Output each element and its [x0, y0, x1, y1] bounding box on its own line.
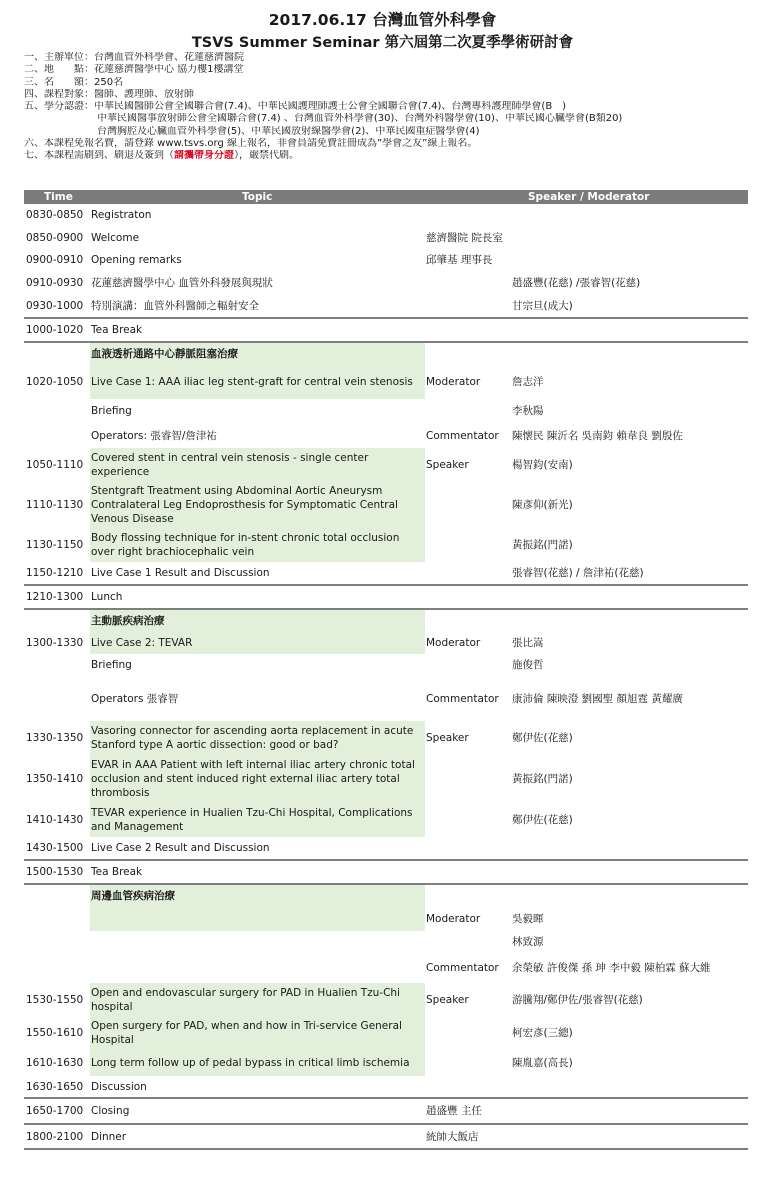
row-role: 慈濟醫院 院長室: [426, 231, 503, 244]
schedule-row: [24, 1016, 748, 1050]
row-time: 0850-0900: [26, 231, 84, 244]
row-role: [426, 1016, 512, 1050]
row-role: [426, 562, 512, 584]
schedule-row: [24, 1076, 748, 1097]
row-speaker: [512, 204, 748, 226]
row-time: 1610-1630: [26, 1057, 84, 1069]
schedule-row: [24, 931, 748, 953]
schedule-row: [24, 482, 748, 528]
row-topic: [90, 907, 425, 931]
row-topic: [90, 953, 425, 983]
row-time: 1210-1300: [26, 591, 84, 603]
section-title: 血液透析通路中心靜脈阻塞治療: [90, 343, 425, 365]
info-credits-cont-2: 台灣胸腔及心臟血管外科學會(5)、中華民國放射線醫學會(2)、中華民國重症醫學會(4): [97, 125, 480, 137]
info-attendance-before: 七、本課程需刷到、刷退及簽到（: [24, 150, 174, 162]
row-time: 1530-1550: [26, 993, 84, 1006]
schedule-row: [24, 654, 748, 676]
row-time: 1410-1430: [26, 814, 84, 826]
row-topic: Stentgraft Treatment using Abdominal Aortic Aneurysm Contralateral Leg Endoprosthesis for Symptomatic Central Venous Disease: [90, 482, 425, 528]
row-topic: 特別演講：血管外科醫師之輻射安全: [91, 299, 259, 312]
row-role: [426, 271, 512, 294]
row-time: 1430-1500: [26, 842, 84, 854]
row-role: [426, 837, 512, 859]
row-speaker: 林致源: [512, 936, 544, 948]
schedule-row: [24, 365, 748, 399]
info-credits-cont-1: 中華民國醫事放射師公會全國聯合會(7.4) 、台灣血管外科學會(30)、台灣外科醫學會(10)、中華民國心臟學會(B類20): [97, 113, 623, 125]
row-speaker: 楊智鈞(安南): [512, 459, 573, 471]
row-role: Speaker: [426, 993, 469, 1006]
event-info: [24, 52, 754, 163]
row-time: 1130-1150: [26, 539, 84, 551]
schedule-row: [24, 859, 748, 883]
row-time: [26, 676, 90, 721]
row-time: 1350-1410: [26, 773, 84, 785]
row-time: 1650-1700: [26, 1105, 84, 1117]
row-speaker: [512, 837, 748, 859]
schedule-row: [24, 584, 748, 608]
row-role: Moderator: [426, 376, 481, 388]
row-time: 1020-1050: [26, 376, 84, 388]
row-speaker: [512, 319, 748, 341]
row-speaker: 李秋陽: [512, 405, 544, 417]
row-role: Moderator: [426, 913, 481, 925]
row-time: [26, 953, 90, 983]
row-role: [426, 343, 512, 365]
row-speaker: [512, 249, 748, 271]
row-speaker: [512, 1099, 748, 1123]
schedule-row: [24, 632, 748, 654]
section-header-row: [24, 341, 748, 365]
row-topic: Discussion: [91, 1080, 147, 1093]
row-speaker: 鄭伊佐(花慈): [512, 732, 573, 744]
row-topic: Dinner: [91, 1130, 127, 1143]
row-topic: Briefing: [91, 405, 132, 417]
info-location: 二、地 點：花蓮慈濟醫學中心 協力樓1樓講堂: [24, 64, 244, 76]
row-role: [426, 528, 512, 562]
row-topic: Opening remarks: [91, 254, 182, 266]
row-topic: Covered stent in central vein stenosis - single center experience: [90, 448, 425, 482]
row-time: 1050-1110: [26, 459, 84, 471]
row-topic: Lunch: [91, 591, 123, 603]
row-time: [26, 423, 90, 448]
row-speaker: 趙盛豐(花慈) /張睿智(花慈): [512, 276, 641, 289]
row-topic: Welcome: [91, 231, 140, 244]
row-time: 0900-0910: [26, 254, 84, 266]
row-topic: Live Case 2 Result and Discussion: [91, 842, 270, 854]
row-speaker: 黃振銘(門諾): [512, 773, 573, 785]
row-topic: Live Case 2: TEVAR: [90, 632, 425, 654]
row-speaker: 張睿智(花慈) / 詹津祐(花慈): [512, 567, 644, 579]
header-time: Time: [44, 191, 73, 203]
row-time: 1150-1210: [26, 567, 84, 579]
info-registration: 六、本課程免報名費，請登錄 www.tsvs.org 線上報名，非會員請免費註冊成為”學會之友”線上報名。: [24, 138, 478, 150]
section-title: 周邊血管疾病治療: [90, 885, 425, 907]
row-speaker: [512, 226, 748, 249]
row-topic: Open and endovascular surgery for PAD in Hualien Tzu-Chi hospital: [90, 983, 425, 1016]
row-role: Speaker: [426, 732, 469, 744]
row-role: [426, 755, 512, 803]
row-role: [426, 1076, 512, 1097]
info-attendance: [24, 150, 754, 162]
row-time: [26, 399, 90, 423]
row-role: [426, 1050, 512, 1076]
schedule-row: [24, 983, 748, 1016]
schedule-row: [24, 423, 748, 448]
row-role: 邱肇基 理事長: [426, 254, 493, 266]
table-header: [24, 190, 748, 204]
schedule-row: [24, 755, 748, 803]
row-time: 0930-1000: [26, 299, 84, 312]
row-topic: Tea Break: [91, 866, 143, 878]
row-topic: Vasoring connector for ascending aorta replacement in acute Stanford type A aortic dissection: good or bad?: [90, 721, 425, 755]
row-topic: Body flossing technique for in-stent chronic total occlusion over right brachiocephalic vein: [90, 528, 425, 562]
info-attendance-after: ），嚴禁代刷。: [234, 150, 299, 162]
info-audience: 四、課程對象：醫師、護理師、放射師: [24, 88, 194, 100]
row-role: Commentator: [426, 429, 499, 442]
row-role: 統帥大飯店: [426, 1130, 479, 1143]
row-speaker: 甘宗旦(成大): [512, 299, 573, 312]
info-attendance-id-notice: 請攜帶身分證: [174, 150, 234, 162]
row-role: [426, 399, 512, 423]
row-time: 0830-0850: [26, 209, 84, 221]
row-time: 1500-1530: [26, 866, 84, 878]
row-speaker: 柯宏彥(三總): [512, 1027, 573, 1039]
row-role: [426, 931, 512, 953]
row-role: [426, 861, 512, 883]
table-body: [24, 204, 748, 1150]
schedule-row: [24, 271, 748, 294]
schedule-table: [24, 190, 748, 1150]
row-time: [26, 931, 90, 953]
schedule-row: [24, 399, 748, 423]
row-time: 1110-1130: [26, 499, 84, 511]
row-topic: Registraton: [91, 209, 152, 221]
row-topic: Live Case 1: AAA iliac leg stent-graft for central vein stenosis: [90, 365, 425, 399]
row-speaker: [512, 343, 748, 365]
row-time: 1550-1610: [26, 1027, 84, 1039]
header-topic: Topic: [242, 191, 273, 203]
row-speaker: 陳彥仰(新光): [512, 499, 573, 511]
schedule-row: [24, 562, 748, 584]
schedule-row: [24, 1123, 748, 1150]
row-time: [26, 654, 90, 676]
schedule-row: [24, 448, 748, 482]
schedule-row: [24, 528, 748, 562]
row-time: [26, 885, 90, 907]
row-speaker: 康沛倫 陳映澄 劉國聖 顏旭霆 黃耀廣: [512, 692, 683, 705]
row-role: [426, 885, 512, 907]
row-speaker: 黃振銘(門諾): [512, 539, 573, 551]
info-credits: 五、學分認證：中華民國醫師公會全國聯合會(7.4)、中華民國護理師護士公會全國聯合會(7.4)、台灣專科護理師學會(B ): [24, 101, 567, 113]
row-time: 1000-1020: [26, 324, 84, 336]
row-topic: Operators 張睿智: [91, 692, 179, 705]
row-topic: Open surgery for PAD, when and how in Tri-service General Hospital: [90, 1016, 425, 1050]
row-topic: [90, 931, 425, 953]
schedule-row: [24, 317, 748, 341]
row-time: [26, 343, 90, 365]
row-role: [426, 294, 512, 317]
section-header-row: [24, 608, 748, 632]
info-organizer: 一、主辦單位：台灣血管外科學會、花蓮慈濟醫院: [24, 52, 244, 63]
row-topic: 花蓮慈濟醫學中心 血管外科發展與現狀: [91, 276, 273, 289]
schedule-row: [24, 676, 748, 721]
row-speaker: 吳毅暉: [512, 913, 544, 925]
row-role: Commentator: [426, 692, 499, 705]
row-topic: TEVAR experience in Hualien Tzu-Chi Hospital, Complications and Management: [90, 803, 425, 837]
row-role: [426, 319, 512, 341]
schedule-row: [24, 953, 748, 983]
document-title: 2017.06.17 台灣血管外科學會: [268, 11, 497, 29]
info-quota: 三、名 額：250名: [24, 76, 124, 88]
schedule-row: [24, 1050, 748, 1076]
row-topic: Tea Break: [91, 324, 143, 336]
row-time: [26, 907, 90, 931]
row-role: [426, 610, 512, 632]
row-time: 1300-1330: [26, 637, 84, 649]
row-speaker: 陳懷民 陳沂名 吳南鈞 賴韋良 劉殷佐: [512, 429, 683, 442]
row-time: [26, 610, 90, 632]
header-speaker: Speaker / Moderator: [528, 191, 650, 203]
row-speaker: 張比嵩: [512, 637, 544, 649]
row-role: 趙盛豐 主任: [426, 1105, 482, 1117]
schedule-row: [24, 294, 748, 317]
row-speaker: [512, 1076, 748, 1097]
row-role: [426, 204, 512, 226]
row-speaker: 施俊哲: [512, 659, 544, 671]
row-role: Moderator: [426, 637, 481, 649]
row-speaker: [512, 861, 748, 883]
row-time: 1800-2100: [26, 1130, 84, 1143]
row-speaker: 游騰翔/鄭伊佐/張睿智(花慈): [512, 993, 643, 1006]
document-subtitle: TSVS Summer Seminar 第六屆第二次夏季學術研討會: [191, 35, 574, 51]
row-time: 1330-1350: [26, 732, 84, 744]
row-topic: Live Case 1 Result and Discussion: [91, 567, 270, 579]
row-speaker: [512, 1125, 748, 1148]
row-topic: EVAR in AAA Patient with left internal iliac artery chronic total occlusion and stent induced right external iliac artery total thrombosis: [90, 755, 425, 803]
row-time: 1630-1650: [26, 1080, 84, 1093]
row-speaker: 陳胤嘉(高長): [512, 1057, 573, 1069]
row-speaker: [512, 610, 748, 632]
row-role: [426, 482, 512, 528]
schedule-row: [24, 837, 748, 859]
schedule-row: [24, 1097, 748, 1123]
section-header-row: [24, 883, 748, 907]
row-time: 0910-0930: [26, 276, 84, 289]
row-topic: Operators: 張睿智/詹津祐: [91, 429, 217, 442]
schedule-row: [24, 249, 748, 271]
row-speaker: 鄭伊佐(花慈): [512, 814, 573, 826]
row-topic: Closing: [91, 1105, 130, 1117]
row-role: [426, 586, 512, 608]
row-role: Speaker: [426, 459, 469, 471]
schedule-row: [24, 226, 748, 249]
row-speaker: 詹志洋: [512, 376, 544, 388]
row-speaker: [512, 885, 748, 907]
schedule-row: [24, 721, 748, 755]
row-topic: Briefing: [91, 659, 132, 671]
schedule-row: [24, 803, 748, 837]
row-role: [426, 803, 512, 837]
section-title: 主動脈疾病治療: [90, 610, 425, 632]
row-role: [426, 654, 512, 676]
row-speaker: [512, 586, 748, 608]
row-topic: Long term follow up of pedal bypass in critical limb ischemia: [90, 1050, 425, 1076]
schedule-row: [24, 907, 748, 931]
schedule-row: [24, 204, 748, 226]
row-role: Commentator: [426, 962, 499, 974]
row-speaker: 余榮敏 許俊傑 孫 珅 李中毅 陳柏霖 蘇大維: [512, 962, 711, 974]
